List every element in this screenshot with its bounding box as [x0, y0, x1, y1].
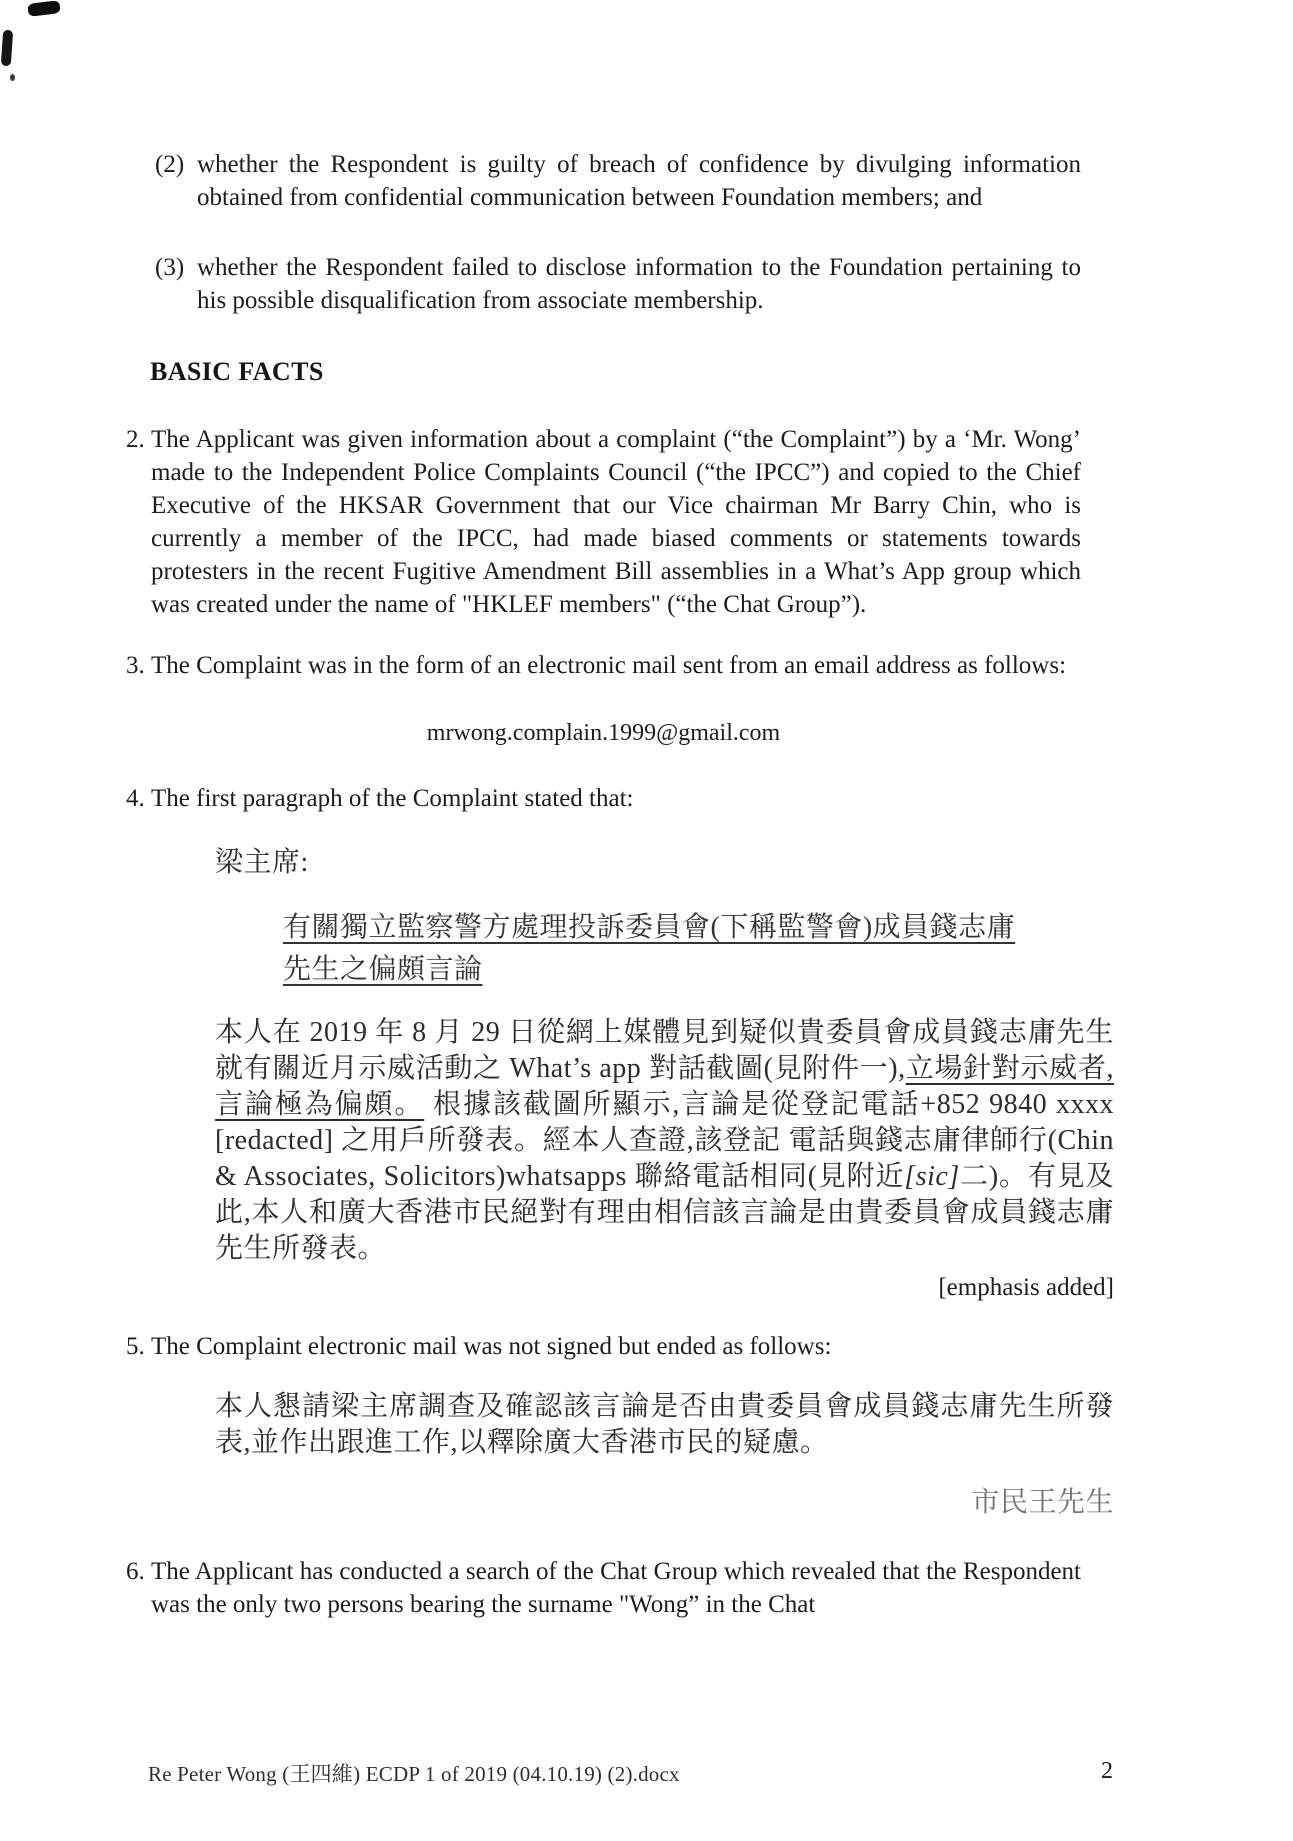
complaint-email-address: mrwong.complain.1999@gmail.com — [426, 720, 781, 746]
complaint-quote-block — [126, 845, 1114, 1304]
paragraph-2-text: The Applicant was given information about a complaint (“the Complaint”) by a ‘Mr. Wong’ made to the Independent Police Complaints Council (“the IPCC”) and copied to the Chief Executive of the HKSAR Government that our Vice chairman Mr Barry Chin, who is currently a member of the IPCC, had made biased comments or statements towards protesters in the recent Fugitive Amendment Bill assemblies in a What’s App group which was created under the name of "HKLEF members" (“the Chat Group”). — [151, 426, 1081, 618]
paragraph-5-number: 5. — [126, 1333, 145, 1360]
issue-item-3-marker: (3) — [155, 254, 185, 281]
quote-body-part2: 根據該截圖所顯示,言論是從登記電話+852 9840 xxxx [redacted] 之用戶所發表。經本人查證,該登記 電話與錢志庸律師行(Chin & Associates, Solicitors)whatsapps 聯絡電話相同(見附近 — [215, 1089, 1114, 1192]
scan-artifact — [1, 30, 13, 67]
quote-salutation: 梁主席: — [215, 847, 309, 878]
issue-item-2-text: whether the Respondent is guilty of breach of confidence by divulging information obtained from confidential communication between Foundation members; and — [197, 151, 1081, 211]
paragraph-3-number: 3. — [126, 652, 145, 679]
paragraph-6-text: The Applicant has conducted a search of the Chat Group which revealed that the Respondent was the only two persons bearing the surname "Wong” in the Chat — [151, 1558, 1081, 1618]
paragraph-3 — [126, 649, 1081, 682]
paragraph-2 — [126, 423, 1081, 621]
footer-page-number: 2 — [1101, 1758, 1113, 1784]
issue-item-3-text: whether the Respondent failed to disclose information to the Foundation pertaining to his possible disqualification from associate membership. — [197, 254, 1081, 314]
scan-artifact — [27, 0, 60, 17]
issue-item-2-marker: (2) — [155, 151, 185, 178]
paragraph-4 — [126, 782, 1081, 815]
quote-body-part1: 本人在 2019 年 8 月 29 日從網上媒體見到疑似貴委員會成員錢志庸先生就有關近月示威活動之 What’s app 對話截圖(見附件一), — [215, 1017, 1114, 1084]
basic-facts-heading: BASIC FACTS — [150, 357, 324, 386]
paragraph-6 — [126, 1555, 1081, 1621]
paragraph-3-text: The Complaint was in the form of an electronic mail sent from an email address as follows: — [151, 652, 1067, 679]
page-content — [126, 148, 1114, 1621]
emphasis-added-note: [emphasis added] — [938, 1274, 1114, 1301]
paragraph-5-text: The Complaint electronic mail was not signed but ended as follows: — [151, 1333, 832, 1360]
paragraph-5 — [126, 1330, 1081, 1363]
closing-quote-block — [126, 1389, 1114, 1521]
closing-quote-signature: 市民王先生 — [971, 1487, 1114, 1518]
page-footer — [148, 1758, 1153, 1788]
quote-body-paragraph — [215, 1015, 1114, 1267]
closing-quote-body: 本人懇請梁主席調查及確認該言論是否由貴委員會成員錢志庸先生所發表,並作出跟進工作,以釋除廣大香港市民的疑慮。 — [215, 1391, 1114, 1458]
issue-item-2 — [155, 148, 1081, 214]
paragraph-4-text: The first paragraph of the Complaint stated that: — [151, 785, 634, 812]
quote-body-part3: 二)。有見及此,本人和廣大香港市民絕對有理由相信該言論是由貴委員會成員錢志庸先生所發表。 — [215, 1161, 1114, 1264]
footer-filename: Re Peter Wong (王四維) ECDP 1 of 2019 (04.10.19) (2).docx — [148, 1762, 680, 1786]
paragraph-4-number: 4. — [126, 785, 145, 812]
sic-note: [sic] — [904, 1161, 960, 1192]
quote-body-emphasis: 立場針對示威者,言論極為偏頗。 — [215, 1053, 1114, 1120]
paragraph-2-number: 2. — [126, 426, 145, 453]
quote-subject-underlined: 有關獨立監察警方處理投訴委員會(下稱監警會)成員錢志庸先生之偏頗言論 — [283, 912, 1016, 985]
issue-item-3 — [155, 251, 1081, 317]
paragraph-6-number: 6. — [126, 1558, 145, 1585]
scan-artifact — [10, 74, 15, 81]
